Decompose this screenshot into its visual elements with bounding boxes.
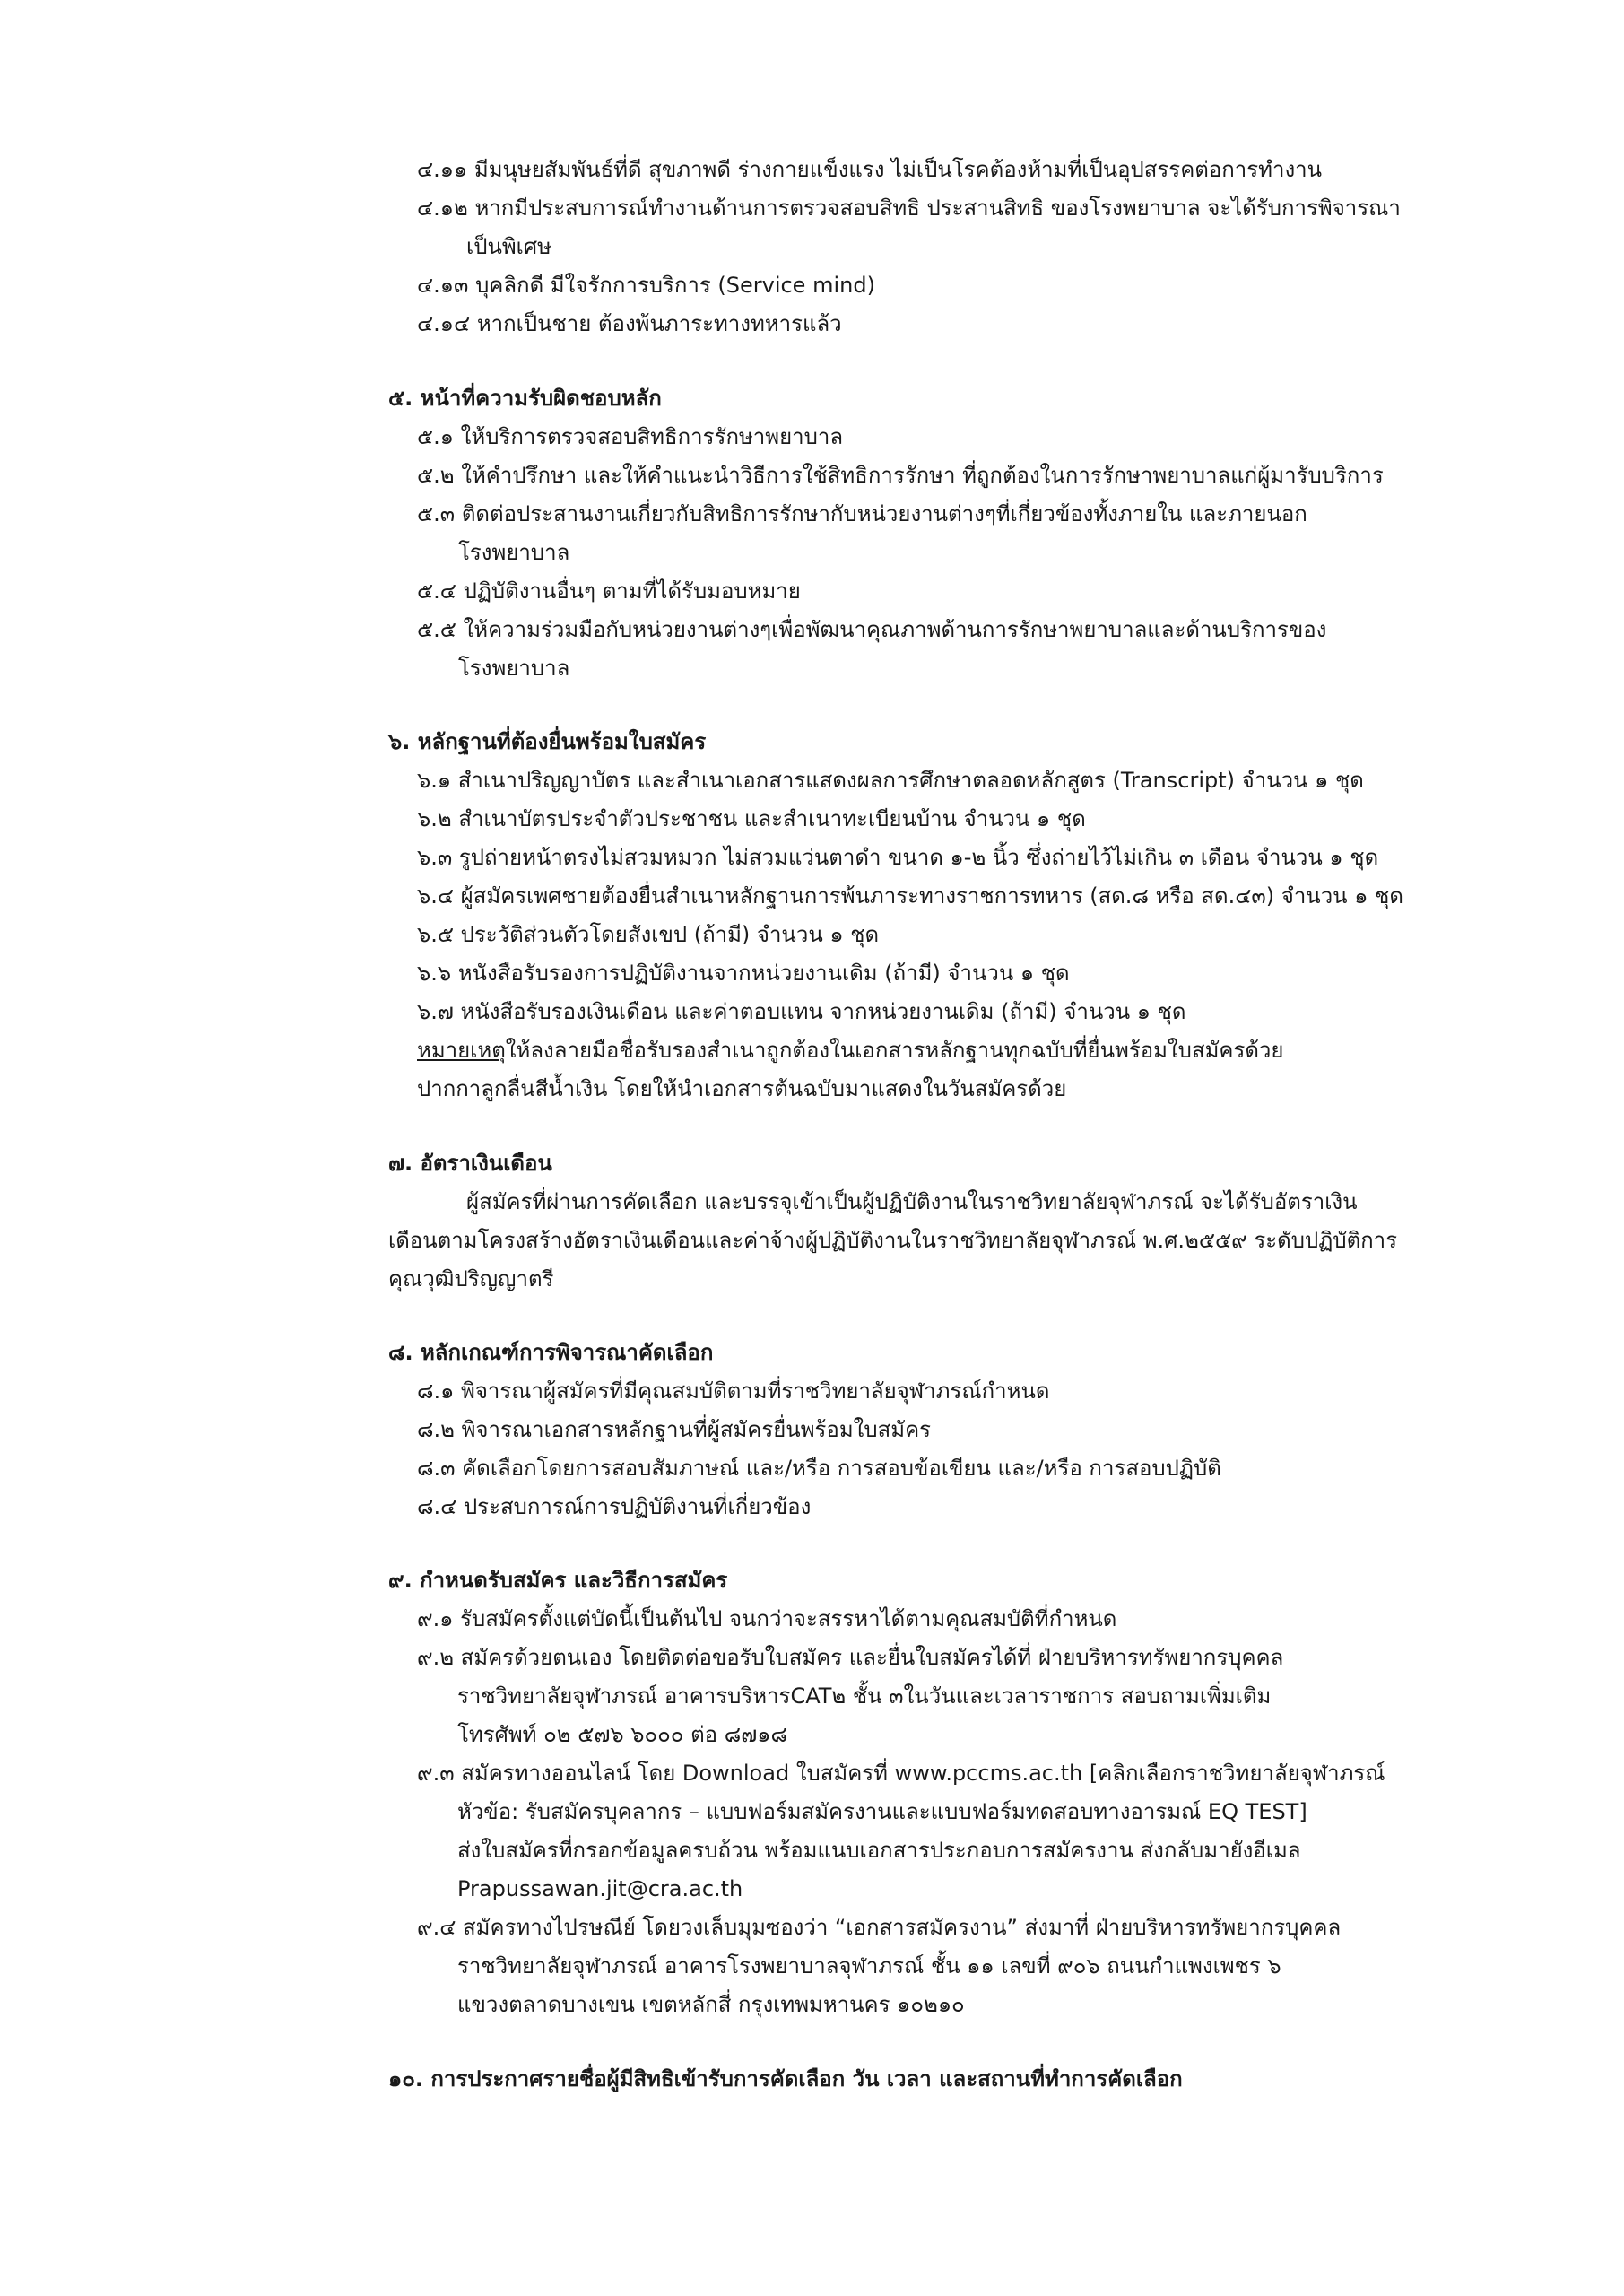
item-9-4-cont-1: ราชวิทยาลัยจุฬาภรณ์ อาคารโรงพยาบาลจุฬาภรณ์ ชั้น ๑๑ เลขที่ ๙๐๖ ถนนกำแพงเพชร ๖	[457, 1953, 1281, 1979]
item-4-11: ๔.๑๑ มีมนุษยสัมพันธ์ที่ดี สุขภาพดี ร่างกายแข็งแรง ไม่เป็นโรคต้องห้ามที่เป็นอุปสรรคต่อการทำงาน	[417, 157, 1323, 182]
item-4-12-cont: เป็นพิเศษ	[466, 234, 551, 259]
note-line-1	[417, 1031, 1283, 1070]
item-8-4: ๘.๔ ประสบการณ์การปฏิบัติงานที่เกี่ยวข้อง	[417, 1494, 812, 1519]
item-4-14: ๔.๑๔ หากเป็นชาย ต้องพ้นภาระทางทหารแล้ว	[417, 311, 842, 336]
item-9-2: ๙.๒ สมัครด้วยตนเอง โดยติดต่อขอรับใบสมัคร และยื่นใบสมัครได้ที่ ฝ่ายบริหารทรัพยากรบุคคล	[417, 1645, 1284, 1670]
item-5-5-cont: โรงพยาบาล	[458, 656, 570, 681]
item-9-4-cont-2: แขวงตลาดบางเขน เขตหลักสี่ กรุงเทพมหานคร ๑๐๒๑๐	[457, 1992, 965, 2017]
section-7-line-2: เดือนตามโครงสร้างอัตราเงินเดือนและค่าจ้างผู้ปฏิบัติงานในราชวิทยาลัยจุฬาภรณ์ พ.ศ.๒๕๕๙ ระดับปฏิบัติการ	[388, 1228, 1398, 1253]
item-9-3-cont-1: หัวข้อ: รับสมัครบุคลากร – แบบฟอร์มสมัครงานและแบบฟอร์มทดสอบทางอารมณ์ EQ TEST]	[457, 1799, 1307, 1824]
item-8-2: ๘.๒ พิจารณาเอกสารหลักฐานที่ผู้สมัครยื่นพร้อมใบสมัคร	[417, 1417, 932, 1442]
item-9-3-cont-3: Prapussawan.jit@cra.ac.th	[457, 1876, 743, 1901]
item-9-4: ๙.๔ สมัครทางไปรษณีย์ โดยวงเล็บมุมซองว่า “เอกสารสมัครงาน” ส่งมาที่ ฝ่ายบริหารทรัพยากรบุคคล	[417, 1915, 1342, 1940]
item-9-2-cont-2: โทรศัพท์ ๐๒ ๕๗๖ ๖๐๐๐ ต่อ ๘๗๑๘	[457, 1722, 788, 1747]
item-6-5: ๖.๕ ประวัติส่วนตัวโดยสังเขป (ถ้ามี) จำนวน ๑ ชุด	[417, 922, 880, 947]
section-7-heading: ๗. อัตราเงินเดือน	[388, 1151, 552, 1176]
item-6-3: ๖.๓ รูปถ่ายหน้าตรงไม่สวมหมวก ไม่สวมแว่นตาดำ ขนาด ๑-๒ นิ้ว ซึ่งถ่ายไว้ไม่เกิน ๓ เดือน จำนวน ๑ ชุด	[417, 845, 1379, 870]
item-6-7: ๖.๗ หนังสือรับรองเงินเดือน และค่าตอบแทน จากหน่วยงานเดิม (ถ้ามี) จำนวน ๑ ชุด	[417, 999, 1186, 1024]
section-7-line-3: คุณวุฒิปริญญาตรี	[388, 1266, 554, 1292]
item-9-3-cont-2: ส่งใบสมัครที่กรอกข้อมูลครบถ้วน พร้อมแนบเอกสารประกอบการสมัครงาน ส่งกลับมายังอีเมล	[457, 1838, 1301, 1863]
note-label: หมายเหตุ	[417, 1038, 506, 1063]
item-9-3: ๙.๓ สมัครทางออนไลน์ โดย Download ใบสมัครที่ www.pccms.ac.th [คลิกเลือกราชวิทยาลัยจุฬาภรณ์	[417, 1761, 1385, 1786]
item-4-12: ๔.๑๒ หากมีประสบการณ์ทำงานด้านการตรวจสอบสิทธิ ประสานสิทธิ ของโรงพยาบาล จะได้รับการพิจารณา	[417, 196, 1401, 221]
item-5-3: ๕.๓ ติดต่อประสานงานเกี่ยวกับสิทธิการรักษากับหน่วยงานต่างๆที่เกี่ยวข้องทั้งภายใน และภายนอก	[417, 501, 1307, 526]
item-6-2: ๖.๒ สำเนาบัตรประจำตัวประชาชน และสำเนาทะเบียนบ้าน จำนวน ๑ ชุด	[417, 806, 1086, 831]
item-6-4: ๖.๔ ผู้สมัครเพศชายต้องยื่นสำเนาหลักฐานการพ้นภาระทางราชการทหาร (สด.๘ หรือ สด.๔๓) จำนวน ๑ ชุด	[417, 883, 1403, 909]
item-5-1: ๕.๑ ให้บริการตรวจสอบสิทธิการรักษาพยาบาล	[417, 424, 844, 449]
section-8-heading: ๘. หลักเกณฑ์การพิจารณาคัดเลือก	[388, 1340, 714, 1365]
item-9-2-cont-1: ราชวิทยาลัยจุฬาภรณ์ อาคารบริหารCAT๒ ชั้น ๓ในวันและเวลาราชการ สอบถามเพิ่มเติม	[457, 1683, 1272, 1709]
item-6-1: ๖.๑ สำเนาปริญญาบัตร และสำเนาเอกสารแสดงผลการศึกษาตลอดหลักสูตร (Transcript) จำนวน ๑ ชุด	[417, 768, 1364, 793]
section-7-line-1: ผู้สมัครที่ผ่านการคัดเลือก และบรรจุเข้าเป็นผู้ปฏิบัติงานในราชวิทยาลัยจุฬาภรณ์ จะได้รับอัตราเงิน	[466, 1189, 1358, 1214]
item-4-13: ๔.๑๓ บุคลิกดี มีใจรักการบริการ (Service mind)	[417, 273, 875, 298]
item-8-3: ๘.๓ คัดเลือกโดยการสอบสัมภาษณ์ และ/หรือ การสอบข้อเขียน และ/หรือ การสอบปฏิบัติ	[417, 1456, 1221, 1481]
section-9-heading: ๙. กำหนดรับสมัคร และวิธีการสมัคร	[388, 1568, 728, 1593]
item-5-5: ๕.๕ ให้ความร่วมมือกับหน่วยงานต่างๆเพื่อพัฒนาคุณภาพด้านการรักษาพยาบาลและด้านบริการของ	[417, 617, 1327, 642]
item-8-1: ๘.๑ พิจารณาผู้สมัครที่มีคุณสมบัติตามที่ราชวิทยาลัยจุฬาภรณ์กำหนด	[417, 1378, 1050, 1404]
item-9-1: ๙.๑ รับสมัครตั้งแต่บัดนี้เป็นต้นไป จนกว่าจะสรรหาได้ตามคุณสมบัติที่กำหนด	[417, 1606, 1117, 1631]
item-6-6: ๖.๖ หนังสือรับรองการปฏิบัติงานจากหน่วยงานเดิม (ถ้ามี) จำนวน ๑ ชุด	[417, 961, 1070, 986]
section-5-heading: ๕. หน้าที่ความรับผิดชอบหลัก	[388, 386, 662, 411]
item-5-3-cont: โรงพยาบาล	[458, 540, 570, 565]
section-6-heading: ๖. หลักฐานที่ต้องยื่นพร้อมใบสมัคร	[388, 729, 707, 754]
item-5-2: ๕.๒ ให้คำปรึกษา และให้คำแนะนำวิธีการใช้สิทธิการรักษา ที่ถูกต้องในการรักษาพยาบาลแก่ผู้มารับบริการ	[417, 463, 1384, 488]
section-10-heading: ๑๐. การประกาศรายชื่อผู้มีสิทธิเข้ารับการคัดเลือก วัน เวลา และสถานที่ทำการคัดเลือก	[388, 2066, 1183, 2092]
note-text: ให้ลงลายมือชื่อรับรองสำเนาถูกต้องในเอกสารหลักฐานทุกฉบับที่ยื่นพร้อมใบสมัครด้วย	[505, 1038, 1284, 1063]
item-5-4: ๕.๔ ปฏิบัติงานอื่นๆ ตามที่ได้รับมอบหมาย	[417, 578, 801, 604]
note-line-2: ปากกาลูกลื่นสีน้ำเงิน โดยให้นำเอกสารต้นฉบับมาแสดงในวันสมัครด้วย	[417, 1076, 1067, 1101]
